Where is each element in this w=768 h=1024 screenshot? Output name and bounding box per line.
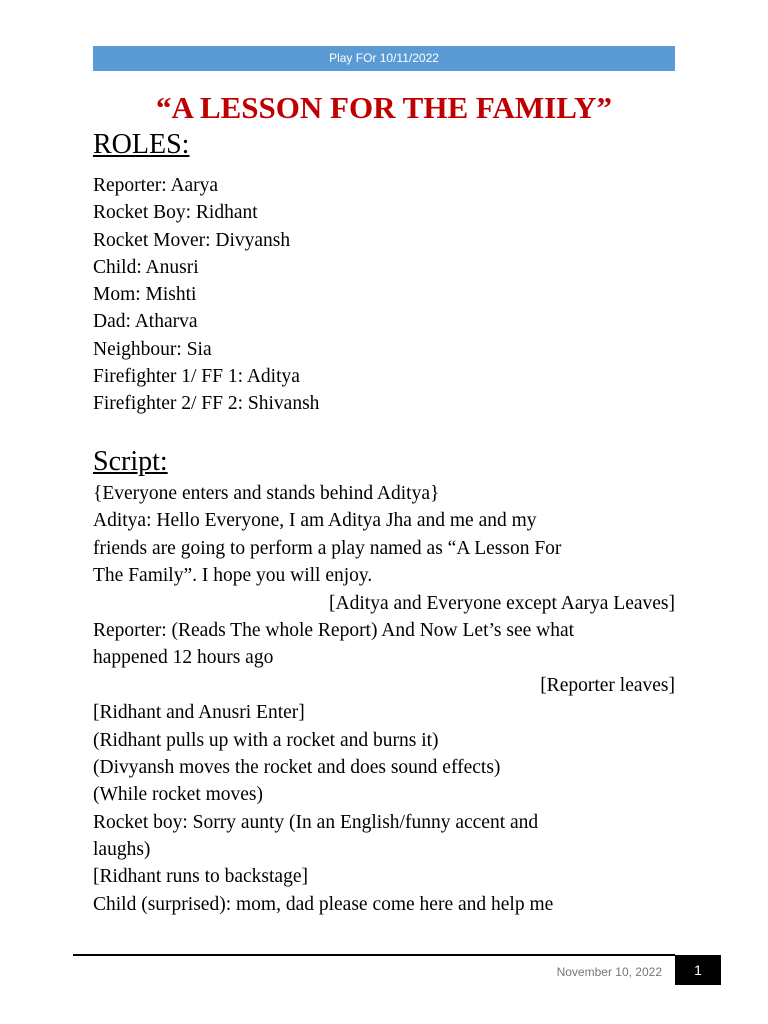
script-line: (Ridhant pulls up with a rocket and burns it) [93, 729, 439, 751]
role-item: Rocket Boy: Ridhant [93, 202, 258, 224]
role-item: Firefighter 1/ FF 1: Aditya [93, 366, 300, 388]
role-item: Child: Anusri [93, 256, 199, 278]
role-item: Rocket Mover: Divyansh [93, 229, 291, 251]
page-number: 1 [675, 955, 721, 985]
script-heading: Script: [93, 446, 168, 477]
script-line: {Everyone enters and stands behind Aditya} [93, 483, 440, 504]
script-line: [Ridhant and Anusri Enter] [93, 702, 305, 724]
script-line: (While rocket moves) [93, 784, 264, 806]
role-item: Mom: Mishti [93, 284, 197, 306]
roles-list [93, 172, 675, 418]
role-item: Firefighter 2/ FF 2: Shivansh [93, 393, 320, 415]
script-line: Child (surprised): mom, dad please come here and help me [93, 893, 554, 915]
stage-direction: [Reporter leaves] [540, 674, 675, 696]
script-line: friends are going to perform a play named as “A Lesson For [93, 537, 562, 559]
script-line: Reporter: (Reads The whole Report) And Now Let’s see what [93, 619, 575, 641]
role-item: Reporter: Aarya [93, 175, 219, 196]
role-item: Neighbour: Sia [93, 338, 212, 360]
role-item: Dad: Atharva [93, 311, 198, 333]
header-bar: Play FOr 10/11/2022 [93, 46, 675, 71]
script-line: [Ridhant runs to backstage] [93, 866, 308, 888]
footer-date: November 10, 2022 [556, 965, 662, 979]
footer-divider [73, 954, 675, 956]
script-body [93, 480, 675, 918]
script-line: Aditya: Hello Everyone, I am Aditya Jha and me and my [93, 510, 537, 532]
script-line: The Family”. I hope you will enjoy. [93, 565, 373, 587]
script-line: (Divyansh moves the rocket and does sound effects) [93, 756, 501, 778]
stage-direction: [Aditya and Everyone except Aarya Leaves] [329, 592, 675, 614]
script-line: Rocket boy: Sorry aunty (In an English/funny accent and [93, 811, 539, 833]
script-line: laughs) [93, 839, 151, 861]
document-title: “A LESSON FOR THE FAMILY” [156, 90, 612, 125]
roles-heading: ROLES: [93, 129, 190, 160]
script-line: happened 12 hours ago [93, 647, 274, 669]
